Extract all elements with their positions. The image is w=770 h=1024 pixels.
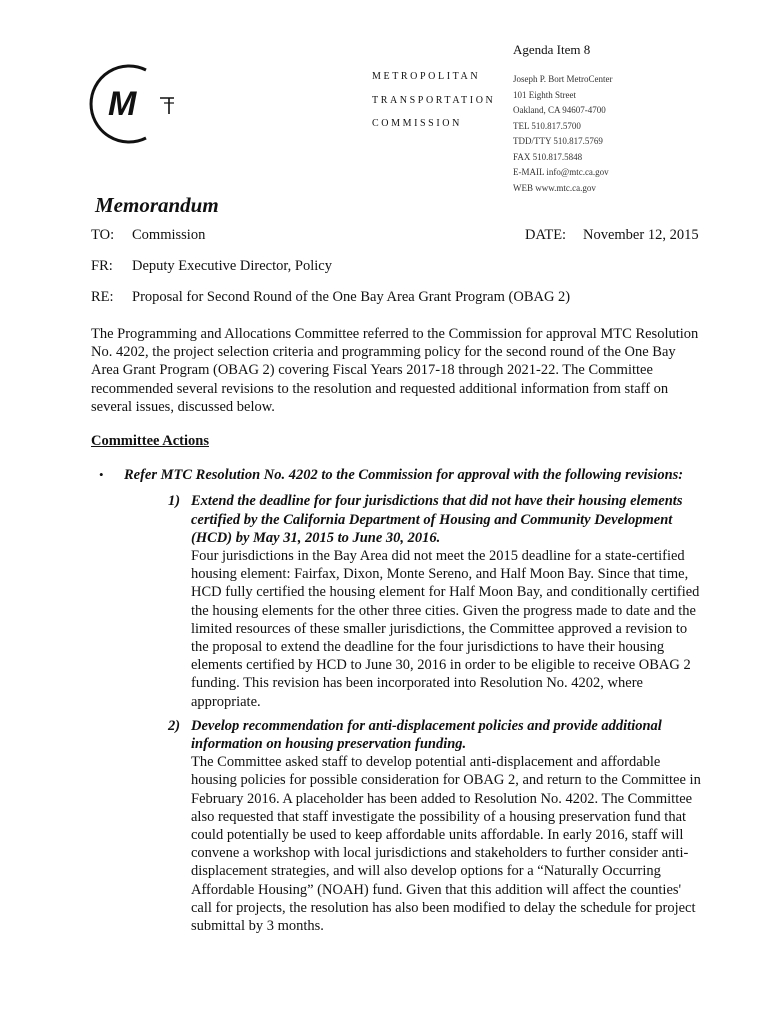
item-heading: Develop recommendation for anti-displacement policies and provide additional information on housing preservation funding. [191,717,662,753]
mtc-logo [86,60,174,148]
committee-actions-heading: Committee Actions [91,433,209,450]
address-line: WEB www.mtc.ca.gov [513,182,596,193]
actions-list [91,466,705,935]
to-value: Commission [132,227,206,243]
address-line: Oakland, CA 94607-4700 [513,105,606,115]
org-name-line-2: TRANSPORTATION [372,95,496,106]
action-bullet [91,466,705,935]
bullet-icon: • [99,467,104,483]
bullet-text: Refer MTC Resolution No. 4202 to the Commission for approval with the following revisions: [124,467,684,484]
revision-item [124,492,705,710]
from-value: Deputy Executive Director, Policy [132,258,332,274]
org-name-line-3: COMMISSION [372,118,462,129]
item-number: 2) [168,717,181,734]
date-value: November 12, 2015 [583,227,699,243]
item-number: 1) [168,493,181,510]
re-label: RE: [91,289,114,305]
item-text: Four jurisdictions in the Bay Area did not meet the 2015 deadline for a state-certified housing element: Fairfax, Dixon, Monte Sereno, and Half Moon Bay. Since that time, HCD fully certified the housing element for Half Moon Bay, and conditionally certified the housing elements for the other three cities. Given the progress made to date and the limited resources of these smaller jurisdictions, the Committee approved a revision to the proposal to extend the deadline for the four jurisdictions to have their housing elements certified by HCD to June 30, 2016 in order to be eligible to receive OBAG 2 funding. This revision has been incorporated into Resolution No. 4202, where appropriate. [191,548,700,710]
address-line: 101 Eighth Street [513,89,576,100]
re-value: Proposal for Second Round of the One Bay Area Grant Program (OBAG 2) [132,289,571,305]
revision-item [124,717,705,935]
from-label: FR: [91,258,113,274]
agenda-item-label: Agenda Item 8 [513,42,591,57]
item-heading: Extend the deadline for four jurisdictions that did not have their housing elements certified by the California Department of Housing and Community Development (HCD) by May 31, 2015 to June 30, 2016. [191,493,683,546]
memo-body [91,325,705,941]
date-label: DATE: [525,227,567,243]
address-line: FAX 510.817.5848 [513,151,583,162]
address-block [513,72,613,196]
to-label: TO: [91,227,115,243]
address-line: Joseph P. Bort MetroCenter [513,74,613,84]
logo-letter: M [108,85,137,123]
address-line: E-MAIL info@mtc.ca.gov [513,167,609,177]
revisions-list [124,492,705,935]
mtc-logo-mark [86,60,174,148]
item-text: The Committee asked staff to develop potential anti-displacement and affordable housing policies for possible consideration for OBAG 2, and return to the Committee in February 2016. A placeholder has been added to Resolution No. 4202. The Committee also requested that staff investigate the possibility of a housing preservation fund that could potentially be used to keep affordable units affordable. In early 2016, staff will convene a workshop with local jurisdictions and stakeholders to further consider anti-displacement strategies, and will also develop options for a “Naturally Occurring Affordable Housing” (NOAH) fund. Given that this addition will affect the counties' call for projects, the resolution has also been modified to delay the schedule for project submittal by 3 months. [191,754,701,935]
address-line: TEL 510.817.5700 [513,120,581,131]
org-name-line-1: METROPOLITAN [372,71,481,82]
intro-paragraph: The Programming and Allocations Committee referred to the Commission for approval MTC Resolution No. 4202, the project selection criteria and programming policy for the second round of the One Bay Area Grant Program (OBAG 2) covering Fiscal Years 2017-18 through 2021-22. The Committee recommended several revisions to the resolution and requested additional information from staff on several issues, discussed below. [91,326,699,415]
address-line: TDD/TTY 510.817.5769 [513,136,603,146]
memo-title: Memorandum [95,193,219,217]
